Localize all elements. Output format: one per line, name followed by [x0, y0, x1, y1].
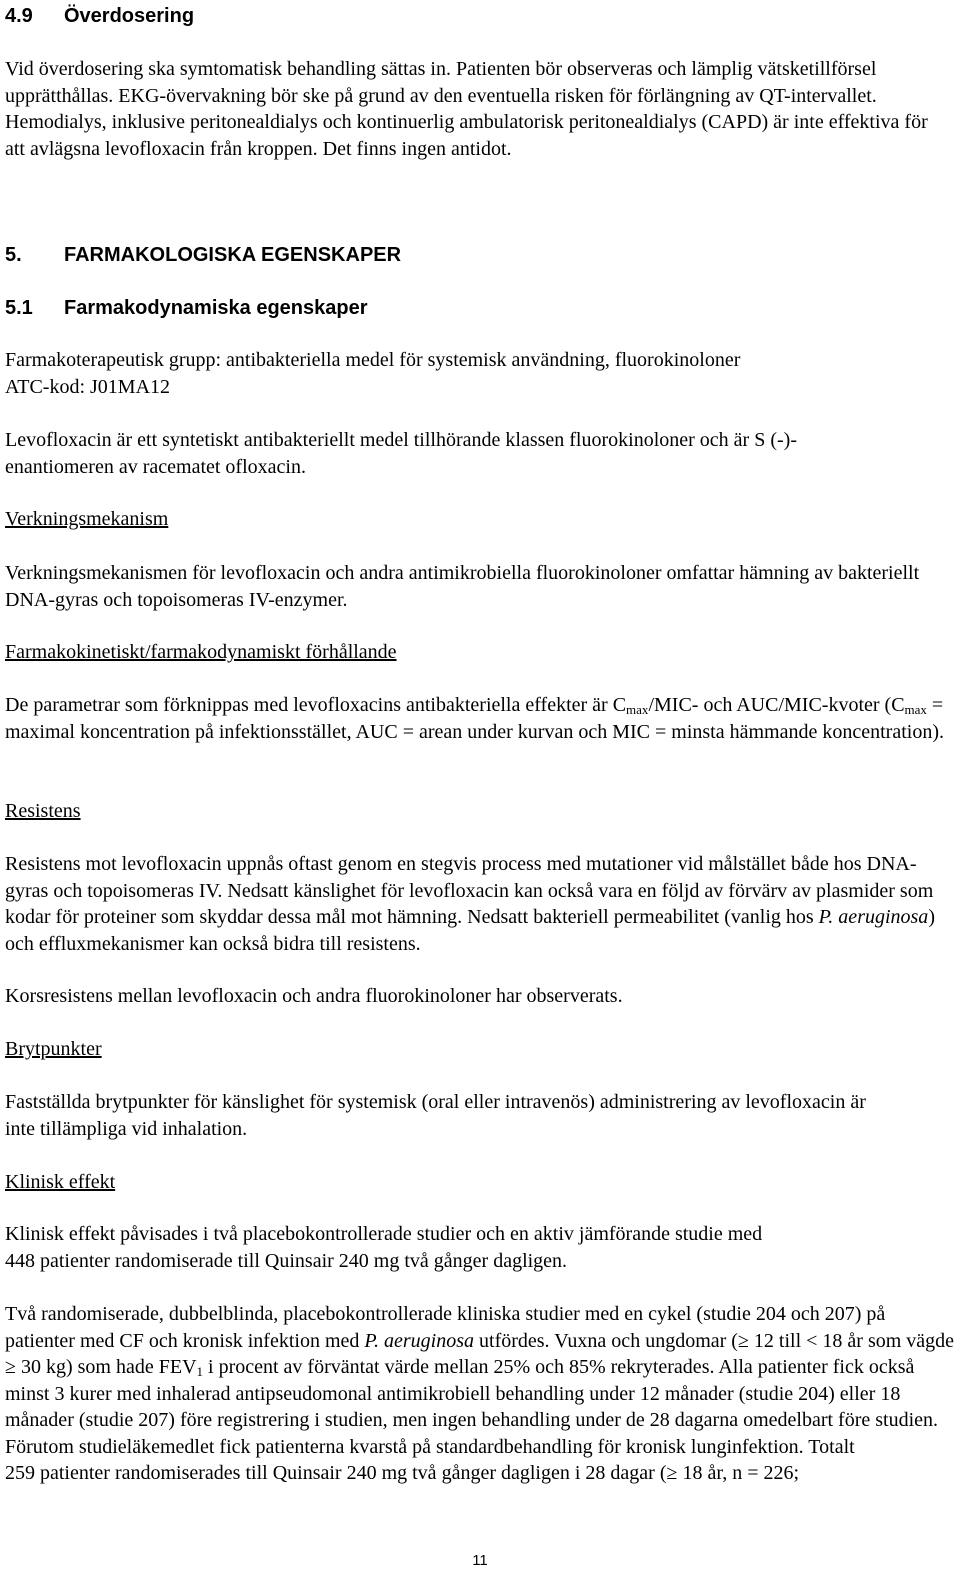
studies-paragraph	[5, 1301, 955, 1487]
resistance-text-a: Resistens mot levofloxacin uppnås oftast genom en stegvis process med mutationer vid målstället både hos DNA-gyras och topoisomeras IV. Nedsatt känslighet för levofloxacin kan också vara en följd av förvärv av plasmider som kodar för proteiner som skyddar dessa mål mot hämning. Nedsatt bakteriell permeabilitet (vanlig hos	[5, 853, 934, 928]
atc-block	[5, 347, 955, 400]
section-number: 5.	[5, 244, 22, 266]
clinical-text-line1: Klinisk effekt påvisades i två placebokontrollerade studier och en aktiv jämförande studie med	[5, 1223, 763, 1245]
section-5-heading	[5, 242, 401, 269]
clinical-text-line2: 448 patienter randomiserade till Quinsair 240 mg två gånger dagligen.	[5, 1249, 568, 1272]
studies-text-c: i procent av förväntat värde mellan 25% och 85% rekryterades. Alla patienter fick också minst 3 kurer med inhalerad antipseudomonal antimikrobiell behandling under 12 månader (studie 204) eller 18 månader (studie 207) före registrering i studien, men ingen behandling under de 28 dagarna omedelbart före studien. Förutom studieläkemedlet fick patienterna kvarstå på standardbehandling för kronisk lunginfektion. Totalt	[5, 1356, 939, 1458]
page-number: 11	[472, 1552, 488, 1569]
resistance-paragraph	[5, 851, 957, 957]
species-name: P. aeruginosa	[364, 1329, 475, 1352]
studies-text-b: utfördes. Vuxna och ungdomar (≥ 12 till < 18 år som vägde ≥ 30 kg) som hade FEV	[5, 1329, 955, 1378]
clinical-effect-heading: Klinisk effekt	[5, 1171, 116, 1193]
breakpoints-paragraph: Fastställda brytpunkter för känslighet för systemisk (oral eller intravenös) administrering av levofloxacin är inte tillämpliga vid inhalation.	[5, 1091, 866, 1140]
resistance-heading: Resistens	[5, 800, 81, 822]
atc-code: ATC-kod: J01MA12	[5, 375, 171, 398]
section-title: Farmakodynamiska egenskaper	[64, 297, 368, 319]
section-title: FARMAKOLOGISKA EGENSKAPER	[64, 244, 402, 266]
pharmacotherapeutic-group: Farmakoterapeutisk grupp: antibakteriella medel för systemisk användning, fluorokinoloner	[5, 349, 741, 371]
section-4-9-heading	[5, 3, 194, 30]
breakpoints-heading: Brytpunkter	[5, 1038, 102, 1060]
section-number: 5.1	[5, 297, 33, 319]
pkpd-text-b: /MIC- och AUC/MIC-kvoter (C	[648, 694, 905, 716]
overdose-paragraph: Vid överdosering ska symtomatisk behandling sättas in. Patienten bör observeras och lämplig vätsketillförsel upprätthållas. EKG-övervakning bör ske på grund av den eventuella risken för förlängning av QT-intervallet. Hemodialys, inklusive peritonealdialys och kontinuerlig ambulatorisk peritonealdialys (CAPD) är inte effektiva för att avlägsna levofloxacin från kroppen. Det finns ingen antidot.	[5, 58, 928, 160]
studies-text-d: 259 patienter randomiserades till Quinsair 240 mg två gånger dagligen i 28 dagar (≥ 18 år, n = 226;	[5, 1462, 800, 1484]
section-number: 4.9	[5, 5, 33, 27]
cmax-subscript: max	[904, 702, 927, 717]
mechanism-heading: Verkningsmekanism	[5, 508, 169, 530]
mechanism-paragraph: Verkningsmekanismen för levofloxacin och andra antimikrobiella fluorokinoloner omfattar hämning av bakteriellt DNA-gyras och topoisomeras IV-enzymer.	[5, 562, 920, 611]
section-5-1-heading	[5, 295, 368, 322]
pkpd-text-c: = maximal koncentration på infektionsstället, AUC = arean under kurvan och MIC = minsta hämmande koncentration).	[5, 694, 944, 743]
pkpd-heading: Farmakokinetiskt/farmakodynamiskt förhållande	[5, 641, 397, 663]
resistance-text-b: ) och effluxmekanismer kan också bidra till resistens.	[5, 906, 935, 955]
pkpd-paragraph	[5, 692, 950, 745]
cross-resistance-paragraph: Korsresistens mellan levofloxacin och andra fluorokinoloner har observerats.	[5, 985, 623, 1007]
species-name: P. aeruginosa	[818, 906, 929, 928]
clinical-effect-paragraph	[5, 1221, 955, 1274]
pkpd-text-a: De parametrar som förknippas med levofloxacins antibakteriella effekter är C	[5, 694, 627, 716]
cmax-subscript: max	[626, 702, 649, 717]
section-title: Överdosering	[64, 5, 195, 27]
studies-text-a: Två randomiserade, dubbelblinda, placebokontrollerade kliniska studier med en cykel (studie 204 och 207) på patienter med CF och kronisk infektion med	[5, 1303, 886, 1352]
fev1-subscript: 1	[196, 1364, 204, 1379]
levofloxacin-description: Levofloxacin är ett syntetiskt antibakteriellt medel tillhörande klassen fluorokinoloner och är S (-)-enantiomeren av racematet ofloxacin.	[5, 429, 797, 478]
